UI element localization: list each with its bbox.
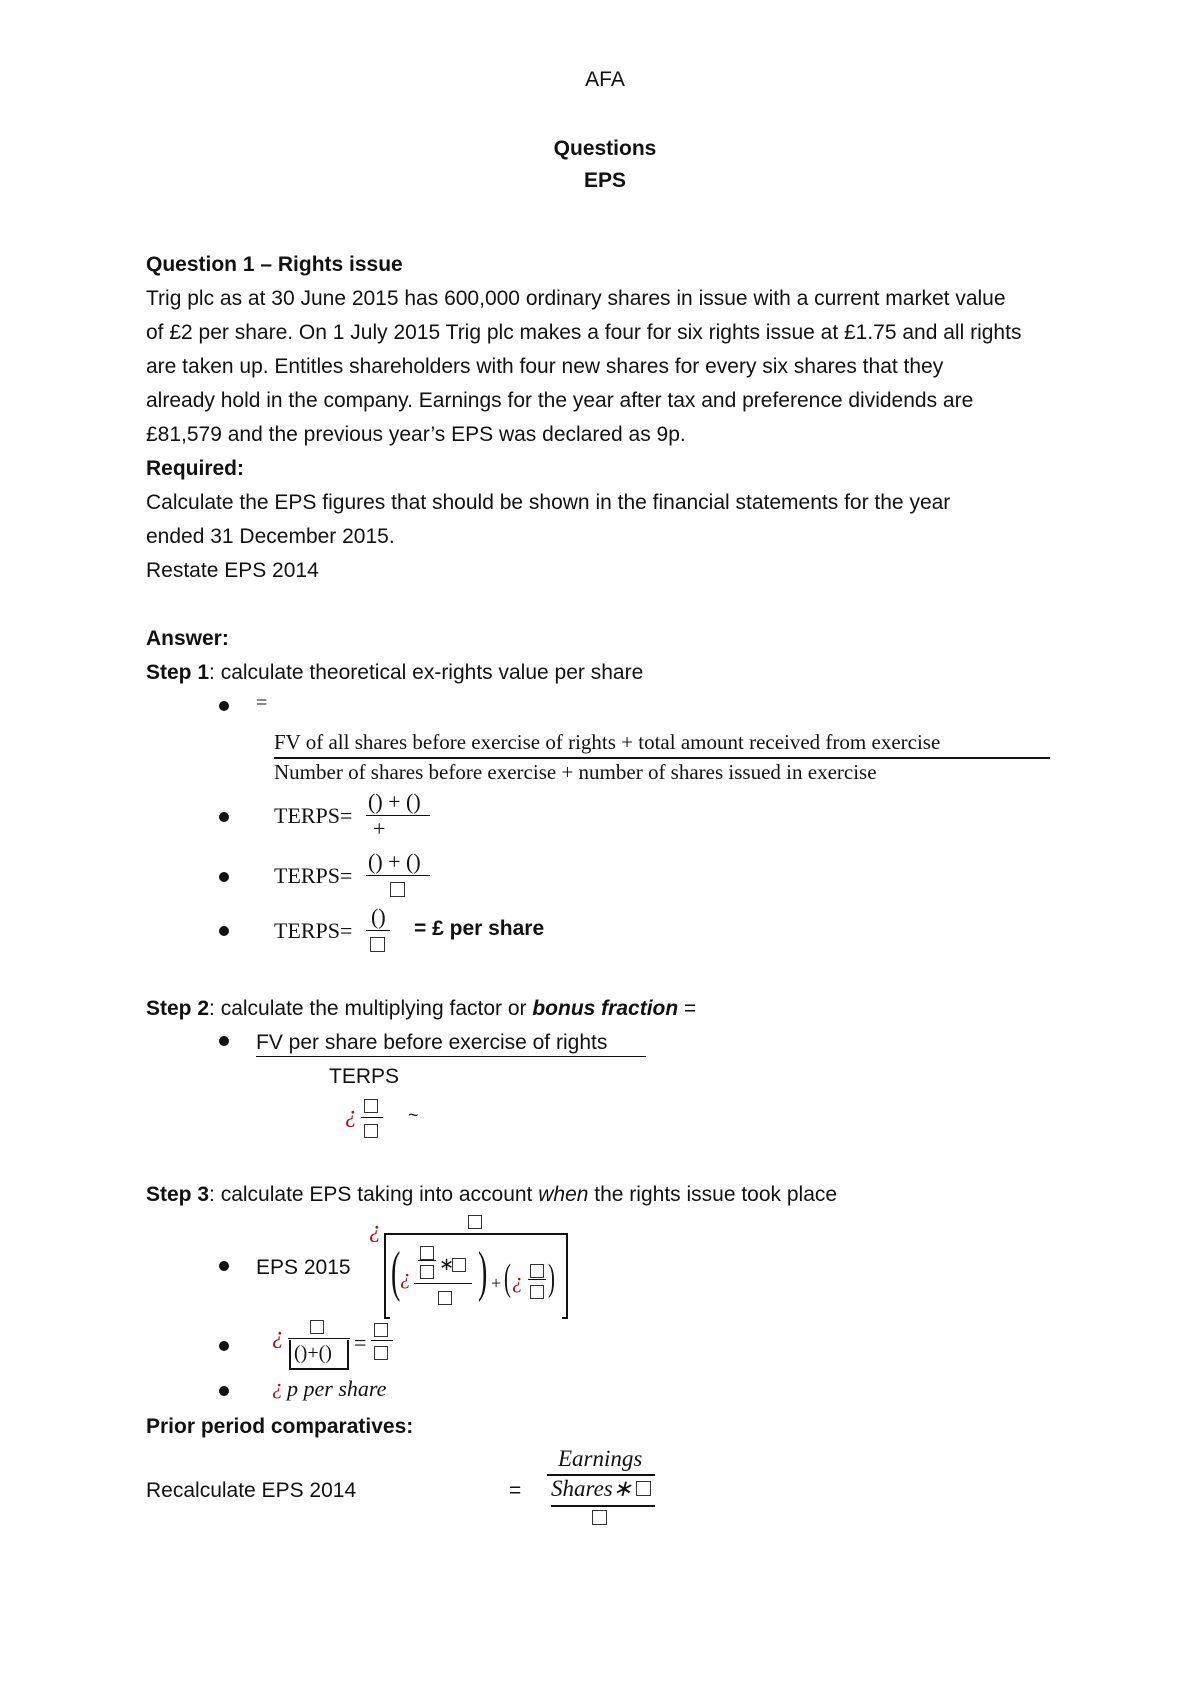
question-body-line: Trig plc as at 30 June 2015 has 600,000 ordinary shares in issue with a current market value bbox=[146, 287, 1006, 310]
paren-close: ) bbox=[478, 1241, 488, 1303]
terps-denominator: + bbox=[373, 816, 386, 841]
step2-numerator: FV per share before exercise of rights bbox=[256, 1031, 608, 1054]
plus-symbol: + bbox=[491, 1273, 502, 1293]
step2-text-end: = bbox=[678, 997, 697, 1020]
bullet bbox=[219, 1341, 229, 1351]
fraction-line bbox=[528, 1279, 546, 1280]
bracket-right bbox=[562, 1233, 568, 1319]
recalc-equals: = bbox=[509, 1479, 522, 1502]
fraction-line bbox=[274, 757, 1050, 759]
terps-numerator: () + () bbox=[368, 849, 421, 874]
fraction-line bbox=[361, 1117, 383, 1118]
placeholder-box bbox=[364, 1097, 378, 1115]
bracket-left bbox=[384, 1233, 390, 1319]
unresolved-symbol: ¿ bbox=[345, 1102, 357, 1128]
step3-heading bbox=[146, 1178, 837, 1212]
bullet bbox=[219, 1261, 229, 1271]
recalc-numerator: Earnings bbox=[558, 1446, 643, 1471]
recalc-shares: Shares∗ bbox=[551, 1476, 633, 1501]
step1-label: Step 1 bbox=[146, 661, 210, 684]
question-body-line: are taken up. Entitles shareholders with four new shares for every six shares that they bbox=[146, 355, 944, 378]
paren-open: ( bbox=[504, 1257, 511, 1299]
per-share-text: p per share bbox=[287, 1376, 387, 1401]
required-label: Required: bbox=[146, 457, 245, 480]
placeholder-box bbox=[390, 881, 405, 899]
bullet bbox=[219, 701, 229, 711]
fraction-line bbox=[371, 1340, 393, 1341]
placeholder-box bbox=[452, 1256, 466, 1274]
step3-text: : calculate EPS taking into account bbox=[209, 1183, 539, 1206]
recalculate-label: Recalculate EPS 2014 bbox=[146, 1479, 357, 1502]
step2-text: : calculate the multiplying factor or bbox=[209, 997, 533, 1020]
terps-numerator: () bbox=[371, 904, 386, 929]
unresolved-symbol: ¿ bbox=[369, 1217, 381, 1243]
bullet bbox=[219, 872, 229, 882]
prior-period-label: Prior period comparatives: bbox=[146, 1415, 414, 1438]
paren-close: ) bbox=[548, 1257, 555, 1299]
step2-denominator: TERPS bbox=[329, 1065, 400, 1088]
placeholder-box bbox=[374, 1344, 388, 1362]
paren-open: ( bbox=[391, 1241, 401, 1303]
fraction-line bbox=[551, 1505, 655, 1507]
terps-result: = £ per share bbox=[414, 917, 545, 940]
placeholder-box bbox=[310, 1318, 324, 1336]
bullet bbox=[219, 1036, 229, 1046]
placeholder-box bbox=[530, 1283, 544, 1301]
required-line: Calculate the EPS figures that should be shown in the financial statements for the year bbox=[146, 491, 951, 514]
terps-label: TERPS= bbox=[274, 803, 353, 828]
placeholder-box bbox=[420, 1263, 434, 1281]
question-body-line: already hold in the company. Earnings for the year after tax and preference dividends are bbox=[146, 389, 974, 412]
question-body-line: of £2 per share. On 1 July 2015 Trig plc makes a four for six rights issue at £1.75 and all rights bbox=[146, 321, 1022, 344]
terps-label: TERPS= bbox=[274, 863, 353, 888]
question-title: Question 1 – Rights issue bbox=[146, 253, 403, 276]
fraction-line bbox=[288, 1338, 350, 1339]
placeholder-box bbox=[370, 936, 385, 954]
heading-questions: Questions bbox=[553, 137, 657, 160]
placeholder-box bbox=[592, 1509, 607, 1527]
bullet bbox=[219, 1386, 229, 1396]
fraction-line bbox=[384, 1233, 568, 1235]
fraction-line bbox=[414, 1283, 472, 1284]
heading-eps: EPS bbox=[583, 169, 627, 192]
tilde-mark: ~ bbox=[408, 1105, 419, 1125]
required-line: Restate EPS 2014 bbox=[146, 559, 319, 582]
step1-heading bbox=[146, 656, 643, 690]
placeholder-box bbox=[636, 1480, 651, 1498]
equals-symbol: = bbox=[354, 1330, 367, 1355]
step2-label: Step 2 bbox=[146, 997, 210, 1020]
step1-equals: = bbox=[256, 692, 268, 714]
step1-text: : calculate theoretical ex-rights value per share bbox=[209, 661, 644, 684]
fraction-line bbox=[366, 875, 430, 876]
fraction-line bbox=[418, 1260, 436, 1261]
placeholder-box bbox=[374, 1321, 388, 1339]
step3-label: Step 3 bbox=[146, 1183, 210, 1206]
step1-formula-denominator: Number of shares before exercise + number of shares issued in exercise bbox=[274, 760, 877, 784]
bullet bbox=[219, 926, 229, 936]
placeholder-box bbox=[438, 1289, 452, 1307]
placeholder-box bbox=[468, 1213, 482, 1231]
terps-label: TERPS= bbox=[274, 918, 353, 943]
eps-2015-label: EPS 2015 bbox=[256, 1256, 351, 1279]
unresolved-symbol: ¿ bbox=[512, 1268, 523, 1293]
times-symbol: ∗ bbox=[439, 1254, 455, 1274]
eps-line2-denominator: ()+() bbox=[294, 1342, 332, 1364]
question-body-line: £81,579 and the previous year’s EPS was declared as 9p. bbox=[146, 423, 686, 446]
unresolved-symbol: ¿ bbox=[400, 1264, 411, 1289]
bullet bbox=[219, 812, 229, 822]
header-title: AFA bbox=[585, 68, 625, 91]
unresolved-symbol: ¿ bbox=[272, 1323, 284, 1349]
terps-numerator: () + () bbox=[368, 789, 421, 814]
step1-formula-numerator: FV of all shares before exercise of rights + total amount received from exercise bbox=[274, 730, 941, 754]
step3-text-end: the rights issue took place bbox=[588, 1183, 838, 1206]
fraction-line bbox=[256, 1056, 646, 1057]
unresolved-symbol: ¿ bbox=[272, 1374, 283, 1399]
step2-bonus-fraction: bonus fraction bbox=[532, 997, 679, 1020]
required-line: ended 31 December 2015. bbox=[146, 525, 395, 548]
placeholder-box bbox=[364, 1122, 378, 1140]
fraction-line bbox=[366, 930, 390, 931]
placeholder-box bbox=[530, 1262, 544, 1280]
step3-when: when bbox=[538, 1183, 589, 1206]
step2-heading bbox=[146, 992, 696, 1026]
answer-label: Answer: bbox=[146, 627, 229, 650]
